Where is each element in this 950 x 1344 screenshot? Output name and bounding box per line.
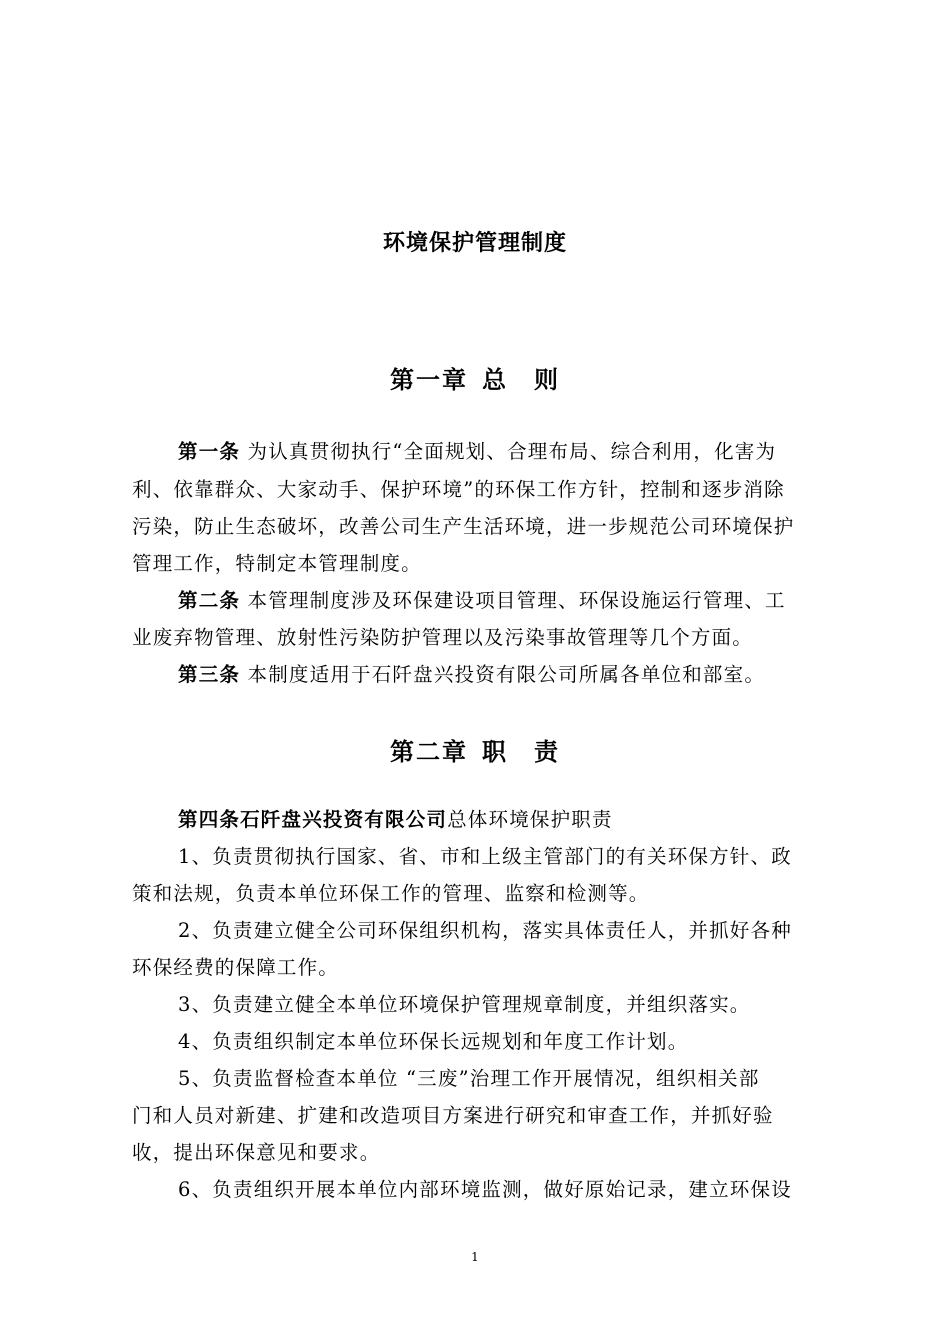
article-1-line-3: 污染，防止生态破坏，改善公司生产生活环境，进一步规范公司环境保护 [132, 515, 795, 538]
item-4-line-1: 4、负责组织制定本单位环保长远规划和年度工作计划。 [178, 1030, 689, 1053]
chapter-1-heading [0, 360, 950, 395]
article-4-heading [178, 808, 823, 832]
item-5-line-3: 收，提出环保意见和要求。 [132, 1141, 381, 1164]
chapter-2-label: 第二章 [390, 737, 468, 766]
document-title: 环境保护管理制度 [382, 230, 567, 256]
article-2-line-2: 业废弃物管理、放射性污染防护管理以及污染事故管理等几个方面。 [132, 626, 754, 649]
item-5-line-2: 门和人员对新建、扩建和改造项目方案进行研究和审查工作，并抓好验 [132, 1104, 774, 1127]
article-2-text-1: 本管理制度涉及环保建设项目管理、环保设施运行管理、工 [247, 589, 786, 612]
page-number: 1 [471, 1250, 479, 1264]
article-2-label: 第二条 [178, 589, 241, 612]
chapter-2-heading [0, 732, 950, 767]
article-4-text: 总体环境保护职责 [447, 808, 613, 831]
article-1-text-1: 为认真贯彻执行“全面规划、合理布局、综合利用，化害为 [247, 440, 777, 463]
item-3-line-1: 3、负责建立健全本单位环境保护管理规章制度，并组织落实。 [178, 993, 751, 1016]
article-3-label: 第三条 [178, 663, 241, 686]
item-2-line-1: 2、负责建立健全公司环保组织机构，落实具体责任人，并抓好各种 [178, 919, 792, 942]
article-2-line-1 [178, 589, 823, 613]
article-1-line-1 [178, 440, 823, 464]
chapter-1-label: 第一章 [390, 365, 468, 394]
chapter-1-word2: 则 [534, 365, 560, 394]
article-3-text: 本制度适用于石阡盘兴投资有限公司所属各单位和部室。 [247, 663, 766, 686]
item-2-line-2: 环保经费的保障工作。 [132, 956, 340, 979]
article-1-label: 第一条 [178, 440, 241, 463]
chapter-2-word1: 职 [482, 737, 508, 766]
article-1-line-4: 管理工作，特制定本管理制度。 [132, 552, 422, 575]
item-1-line-2: 策和法规，负责本单位环保工作的管理、监察和检测等。 [132, 882, 650, 905]
chapter-2-word2: 责 [534, 737, 560, 766]
article-3-line-1 [178, 663, 823, 687]
item-5-line-1: 5、负责监督检查本单位 “三废”治理工作开展情况，组织相关部 [178, 1067, 760, 1090]
chapter-1-word1: 总 [482, 365, 508, 394]
item-1-line-1: 1、负责贯彻执行国家、省、市和上级主管部门的有关环保方针、政 [178, 845, 792, 868]
article-4-label: 第四条石阡盘兴投资有限公司 [178, 808, 448, 831]
item-6-line-1: 6、负责组织开展本单位内部环境监测，做好原始记录，建立环保设 [178, 1178, 792, 1201]
article-1-line-2: 利、依靠群众、大家动手、保护环境”的环保工作方针，控制和逐步消除 [132, 478, 785, 501]
